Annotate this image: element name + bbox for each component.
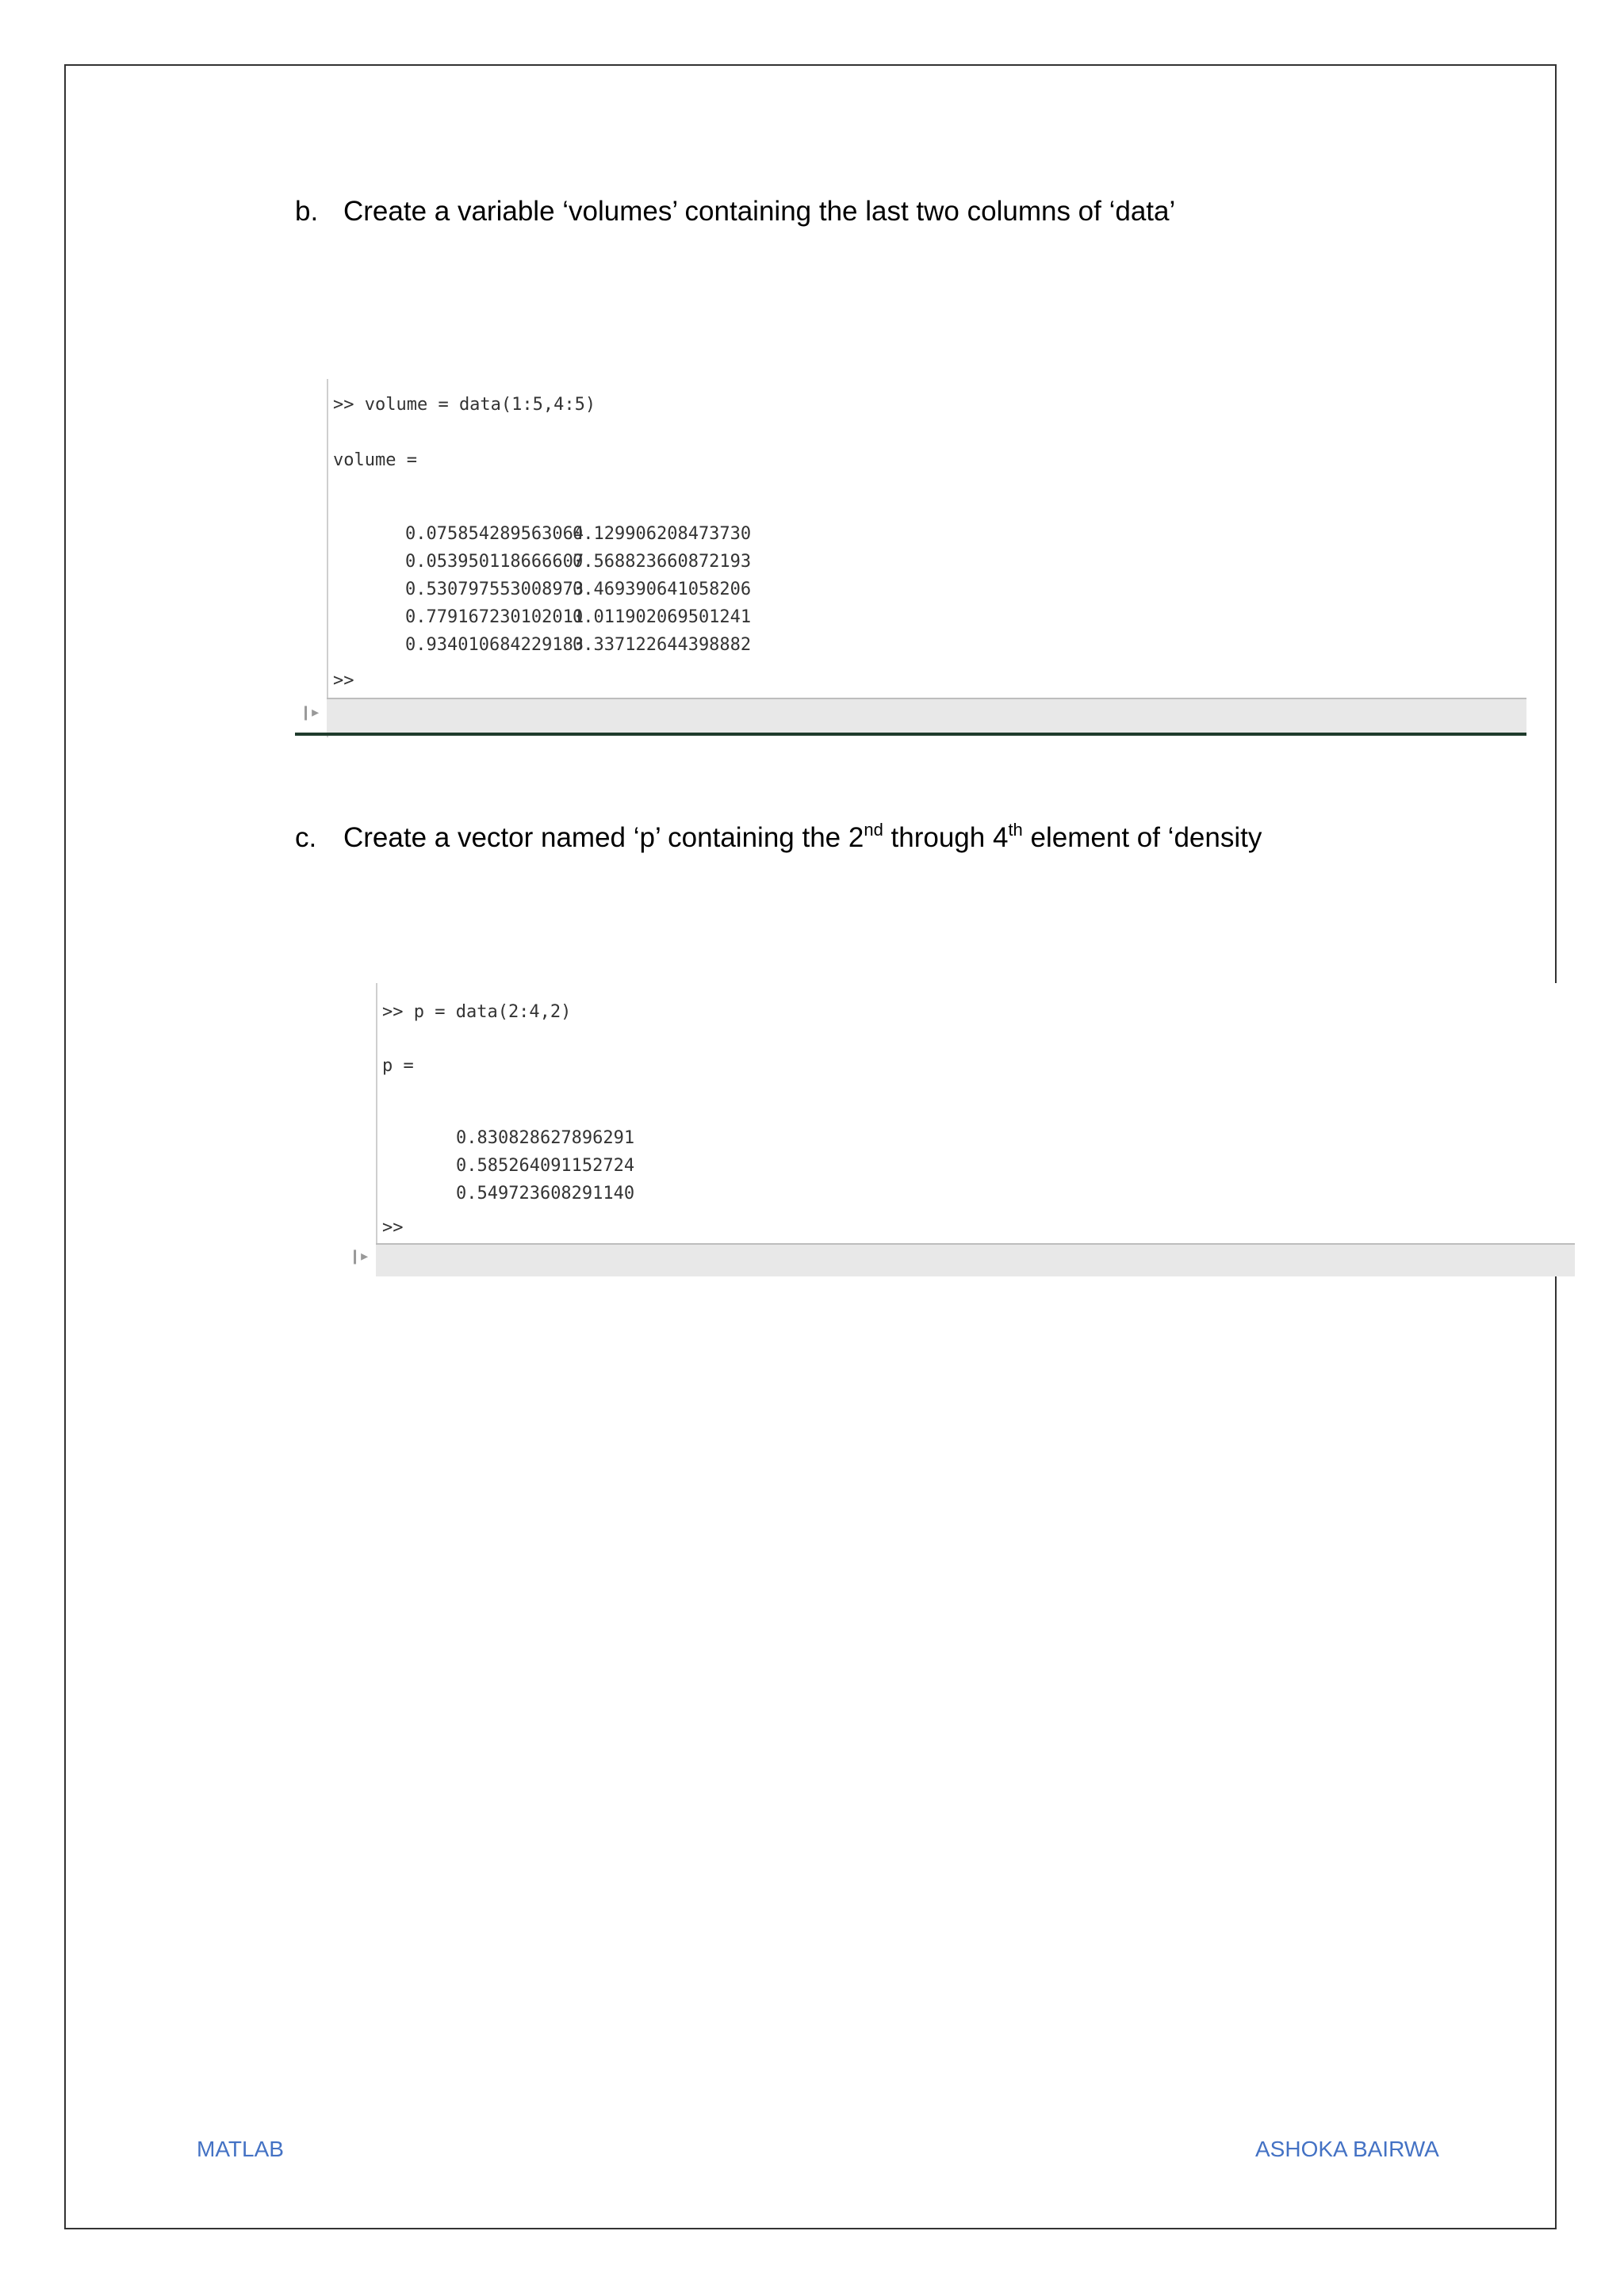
table-row <box>414 1164 634 1223</box>
section-c-heading <box>295 822 1262 854</box>
matrix-cell: 0.053950118666607 <box>404 552 584 572</box>
matrix-cell: 0.129906208473730 <box>573 524 752 544</box>
console-b <box>295 379 1526 737</box>
console-c-command: >> p = data(2:4,2) <box>382 1002 572 1022</box>
section-c-sup-nd: nd <box>864 820 883 840</box>
matrix-cell: 0.011902069501241 <box>573 607 752 627</box>
section-c-text-before: Create a vector named ‘p’ containing the 2 <box>343 822 864 853</box>
command-input-bar[interactable] <box>327 698 1526 733</box>
section-b-text: Create a variable ‘volumes’ containing the last two columns of ‘data’ <box>343 196 1176 227</box>
footer-left: MATLAB <box>197 2137 284 2161</box>
matrix-cell: 0.337122644398882 <box>573 635 752 655</box>
matrix-cell: 0.779167230102011 <box>404 607 584 627</box>
console-bottom-rule <box>295 733 1526 736</box>
console-gutter <box>376 983 377 1276</box>
matrix-cell: 0.568823660872193 <box>573 552 752 572</box>
console-b-prompt: >> <box>333 671 354 691</box>
matrix-cell: 0.934010684229183 <box>404 635 584 655</box>
matrix-cell: 0.530797553008973 <box>404 580 584 599</box>
console-c <box>344 983 1575 1276</box>
matrix-cell: 0.469390641058206 <box>573 580 752 599</box>
section-c-text-middle: through 4 <box>883 822 1009 853</box>
section-c-marker: c. <box>295 822 317 853</box>
run-icon[interactable]: ❙▸ <box>300 704 320 721</box>
section-c-text-after: element of ‘density <box>1022 822 1262 853</box>
vector-cell: 0.830828627896291 <box>455 1128 635 1148</box>
console-b-var-header: volume = <box>333 450 417 470</box>
matrix-cell: 0.075854289563064 <box>404 524 584 544</box>
command-input-bar[interactable] <box>376 1243 1575 1276</box>
console-b-command: >> volume = data(1:5,4:5) <box>333 395 596 415</box>
section-b-marker: b. <box>295 196 319 227</box>
section-c-sup-th: th <box>1008 820 1023 840</box>
footer-right: ASHOKA BAIRWA <box>1255 2137 1439 2161</box>
console-c-var-header: p = <box>382 1056 414 1076</box>
vector-cell: 0.549723608291140 <box>455 1184 635 1203</box>
console-c-prompt: >> <box>382 1218 404 1238</box>
vector-cell: 0.585264091152724 <box>455 1156 635 1176</box>
run-icon[interactable]: ❙▸ <box>349 1248 369 1265</box>
section-b-heading <box>295 196 1175 228</box>
console-gutter <box>327 379 328 737</box>
